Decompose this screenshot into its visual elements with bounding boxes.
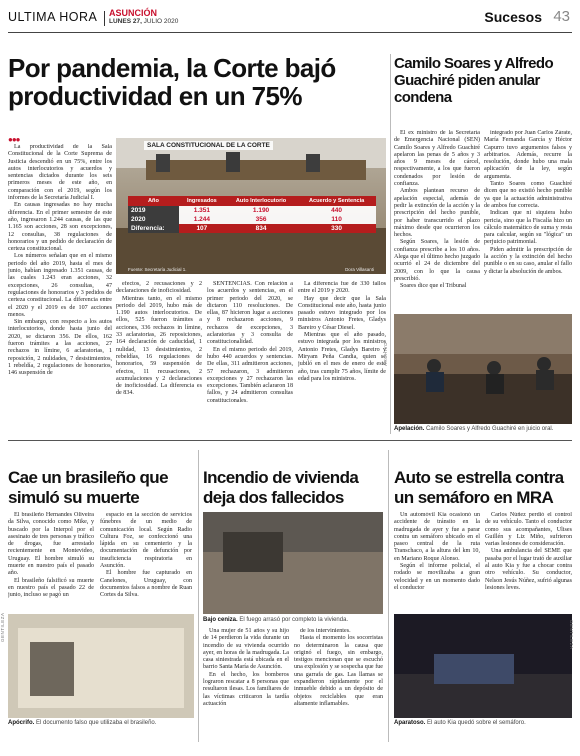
right-headline: Camilo Soares y Alfredo Guachiré piden anular condena [394,55,554,106]
caption-text: El auto Kia quedó sobre el semáforo. [425,720,526,726]
paragraph: El ex ministro de la Secretaría de Emergencia Nacional (SEN) Camilo Soares y Alfredo Guachiré apelaron las penas de 5 años y 3 años 9 meses de cárcel, respectivamente, a los que fueron condenados por lesión de confianza. [394,130,480,188]
table-cell: 110 [297,215,376,224]
paragraph: El brasileño falsificó su muerte en nuestro país el pasado 22 de junio, incluso se pagó un [8,577,94,599]
brazilian-headline: Cae un brasileño que simuló su muerte [8,468,168,507]
header-divider [104,11,105,26]
brazilian-caption [8,720,194,726]
brazilian-column-1 [8,512,94,608]
table-cell: 2019 [128,206,179,215]
table-row [128,224,376,233]
red-dots: ●●● [8,135,20,144]
paragraph: SENTENCIAS. Con relación a los acuerdos y sentencias, en el primer periodo del 2020, se dictaron 110 resoluciones. De ellas, 87 hicieron lugar a acciones y 8 rechazaron acciones, 9 rechazos de excepciones, 3 aclaratorias y 3 consulta de constitucionalidad. [207,281,293,346]
fire-column-2 [294,628,383,740]
section-title: Sucesos [484,9,542,25]
main-column-3 [207,281,293,434]
paragraph: El brasileño Hernandes Oliveira da Silva, conocido como Mike, y buscado por la Interpol por el asesinato de tres personas y tráfico de drogas, fue arrestado recientemente en Montevideo, Uruguay. El hombre simuló su muerte en nuestro país el pasado año. [8,512,94,577]
paragraph: Tanto Soares como Guachiré dicen que no existió hecho punible ya que la actuación administrativa de ambos fue correcta. [484,181,572,209]
table-header-cell: Auto Interlocutorio [225,196,297,206]
paragraph: Hasta el momento los socorristas no determinaron la causa que originó el fuego, sin embargo, testigos mencionan que se escuchó una explosión y se sospecha que fue una garrafa de gas. Las llamas se expandieron rápidamente por el inmueble debido a un depósito de objetos reciclables que eran altamente inflamables. [294,635,383,707]
courtroom-hearing-illustration [394,314,572,424]
brazilian-column-2 [100,512,192,608]
caption-text: El fuego arrasó por completo la vivienda. [237,617,349,623]
date-rest: JULIO 2020 [141,18,179,25]
paragraph: espacio en la sección de servicios fúnebres de un medio de comunicación local. Según Radio Cultura Foz, se confeccionó una lápida en su cementerio y la documentación de defunción por insuficiencia respiratoria en Asunción. [100,512,192,570]
date-weekday: LUNES 27, [109,18,142,25]
paragraph: Una mujer de 51 años y su hijo de 14 perdieron la vida durante un incendio de su vivienda ocurrido ayer, en horas de la madrugada. La casa siniestrada está ubicada en el barrio Santa María de Asunción. [203,628,289,671]
paragraph: Carlos Núñez perdió el control de su vehículo. Tanto el conductor como sus acompañantes, Ulises Guillén y Liz Miño, sufrieron varias lesiones de consideración. [485,512,572,548]
paragraph: Una ambulancia del SEME que pasaba por el lugar trató de auxiliar al auto Kia y fue a chocar contra otro vehículo. Su conductor, Nelson Jesús Núñez, sufrió algunas lesiones leves. [485,548,572,591]
main-photo [116,138,386,274]
paragraph: integrado por Juan Carlos Zárate, María Fernanda García y Héctor Capurro tuvo argumentos falsos y arbitrarios. Además, recurre la resolución, donde hubo una mala aplicación de la ley, según argumenta. [484,130,572,180]
crash-headline: Auto se estrella contra un semáforo en MRA [394,468,564,507]
crash-column-1 [394,512,480,612]
table-cell: 834 [225,224,297,233]
caption-text: El documento falso que utilizaba el brasileño. [34,720,157,726]
paragraph: Soares dice que el Tribunal [400,283,467,290]
paragraph: En el hecho, los bomberos lograron rescatar a 8 personas que resultaron ilesas. Los familiares de las víctimas criticaron la tardía actuación [203,671,289,707]
caption-lead: Apelación. [394,426,425,432]
crash-column-2 [485,512,572,612]
table-header-cell: Año [128,196,179,206]
fire-headline: Incendio de vivienda deja dos fallecidos [203,468,359,507]
table-row [128,206,376,215]
table-cell: Diferencia: [128,224,179,233]
crash-caption [394,720,572,726]
paragraph: Hay que decir que la Sala Constitucional este año, hasta junio pasado estuvo integrado por los ministros Antonio Fretes, Gladys Bareiro y César Diesel. [298,295,386,331]
crash-photo [394,614,572,718]
paragraph: La productividad de la Sala Constitucional de la Corte Suprema de Justicia descendió en un 75%, entre los autos interlocutorios y acuerdos y sentencias dictados durante los seis primeros meses de este año, en comparación con el 2019, según los informes de la Secretaría Judicial I. [8,144,112,202]
caption-lead: Aparatoso. [394,720,426,726]
photo-credit: Dora Villasanti [345,267,374,272]
table-cell: 356 [225,215,297,224]
burnt-house-illustration [203,512,383,614]
table-cell: 330 [297,224,376,233]
fire-caption [203,617,383,623]
table-cell: 107 [179,224,225,233]
paragraph: Mientras que el año pasado, estuvo integrada por los ministros Antonio Fretes, Gladys Bareiro y Miryam Peña Candia, quien se jubiló en el mes de enero de este año, tras cumplir 75 años, límite de edad para los ministros. [298,332,386,382]
paragraph: Indican que ni siquiera hubo pericia, sino que la Fiscalía hizo un cálculo matemático de suma y resta para calcular, según su "lógica" un perjuicio patrimonial. [484,210,572,246]
right-column-1 [394,130,480,310]
paragraph: de los intervinientes. [300,628,351,634]
caption-text: Camilo Soares y Alfredo Guachiré en juicio oral. [424,426,554,432]
page-header [8,8,572,30]
paragraph: Ambos plantean recurso de apelación especial, además de pedir la extinción de la acción y la prescripción del hecho punible, por haber transcurrido el plazo máximo desde que ocurrieron los hechos. [394,188,480,239]
paragraph: Según Soares, la lesión de confianza prescribe a los 10 años. Alega que el último hecho juzgado ocurrió el 24 de diciembre del 2009, con lo que la causa prescribió. [394,239,480,282]
paragraph: Sin embargo, con respecto a los autos interlocutorios, donde hasta junio del 2020, se dictaron 356. De ellos, 162 fueron trámites a las acciones, 27 rechazos in límine, 6 aclaratorias, 1 reposición, 2 nulidades, 7 desistimientos, 1 rebeldía, 2 regulaciones de honorarios, 146 suspensión de [8,319,112,377]
paragraph: La diferencia fue de 330 fallos entre el 2019 y 2020. [298,281,386,295]
caption-lead: Apócrifo. [8,720,35,726]
table-header-cell: Ingresados [179,196,225,206]
paragraph: efectos, 2 recusaciones y 2 declaraciones de inoficiosidad. [116,281,202,295]
photo-source: Fuente: Secretaría Judicial 1. [128,267,187,272]
right-photo [394,314,572,424]
brazilian-document-photo [8,614,194,718]
page-number: 43 [553,8,570,25]
column-divider [390,54,391,434]
column-divider [198,450,199,742]
table-cell: 1.244 [179,215,225,224]
table-cell: 2020 [128,215,179,224]
section-label: ULTIMA HORA [8,10,98,24]
paragraph: Piden admitir la prescripción de la acción y la extinción del hecho punible o en su caso, anular el fallo y dictar la absolución de ambos. [484,246,572,275]
productivity-table [128,196,376,233]
table-cell: 1.351 [179,206,225,215]
table-row [128,215,376,224]
table-header-row [128,196,376,206]
fire-column-1 [203,628,289,740]
main-headline: Por pandemia, la Corte bajó productividad en un 75% [8,53,336,112]
paragraph: Un automóvil Kia ocasionó un accidente de tránsito en la madrugada de ayer y fue a parar contra un semáforo ubicado en el paseo central de la ruta Transchaco, a la altura del km 10, en Mariano Roque Alonso. [394,512,480,562]
main-column-1 [8,144,112,434]
caption-lead: Bajo ceniza. [203,617,238,623]
table-cell: 440 [297,206,376,215]
table-header-cell: Acuerdo y Sentencia [297,196,376,206]
brazilian-photo-credit: GENTILEZA [0,612,5,642]
table-cell: 1.190 [225,206,297,215]
right-photo-caption [394,426,572,432]
paragraph: En causas ingresadas no hay mucha diferencia. En el primer semestre de este año, ingresaron 1.244 causas, de las que 1.165 son acciones, 28 son excepciones, 12 consultas, 38 regulaciones de honorarios y un pedido de declaración de certeza constitucional. [8,202,112,253]
paragraph: En el mismo periodo del 2019, hubo 440 acuerdos y sentencias. De ellas, 311 admitieron acciones, 57 rechazaron, 3 admitieron excepciones y 27 rechazaron las excepciones. También aclararon 18 fallos, y 24 admitieron consultas constitucionales. [207,346,293,404]
fire-photo [203,512,383,614]
paragraph: Los números señalan que en el mismo periodo del año 2019, hasta el mes de junio, habían ingresado 1.351 causas, de las cuales 1.243 eran acciones, 32 excepciones, 26 consultas, 47 regulaciones de honorarios y 3 pedidos de certeza constitucional. La diferencia entre el 2020 y el 2019 es de 107 acciones menos. [8,253,112,318]
id-document-illustration [8,614,194,718]
paragraph: El hombre fue capturado en Canelones, Uruguay, con documentos falsos a nombre de Ruan Cortes da Silva. [100,570,192,599]
photo-title: SALA CONSTITUCIONAL DE LA CORTE [144,141,273,150]
right-column-2 [484,130,572,310]
crash-photo-credit: GENTILEZA [569,620,574,650]
publication-date [109,18,178,25]
right-photo-credit: ARCHIVO [383,341,388,366]
paragraph: Mientras tanto, en el mismo periodo del 2019, hubo más de 1.190 autos interlocutorios. De ellos, 525 fueron trámites a acciones, 336 rechazos in límine, 33 aclaratorias, 26 reposiciones, 164 declaración de caducidad, 1 nulidad, 13 desistimientos, 2 rebeldías, 16 regulaciones de honorarios, 59 suspensión de efectos, 11 recusaciones, 2 acumulaciones y 2 declaraciones de inoficiosidad. La diferencia es de 834. [116,295,202,397]
column-divider [388,450,389,742]
header-rule [8,32,572,33]
car-crash-illustration [394,614,572,718]
brand-label: ASUNCIÓN [109,8,158,18]
section-divider [8,440,572,441]
main-column-4 [298,281,386,434]
paragraph: Según el informe policial, el rodado se movilizaba a gran velocidad y en un momento dado el conductor [394,563,480,591]
main-column-2 [116,281,202,434]
